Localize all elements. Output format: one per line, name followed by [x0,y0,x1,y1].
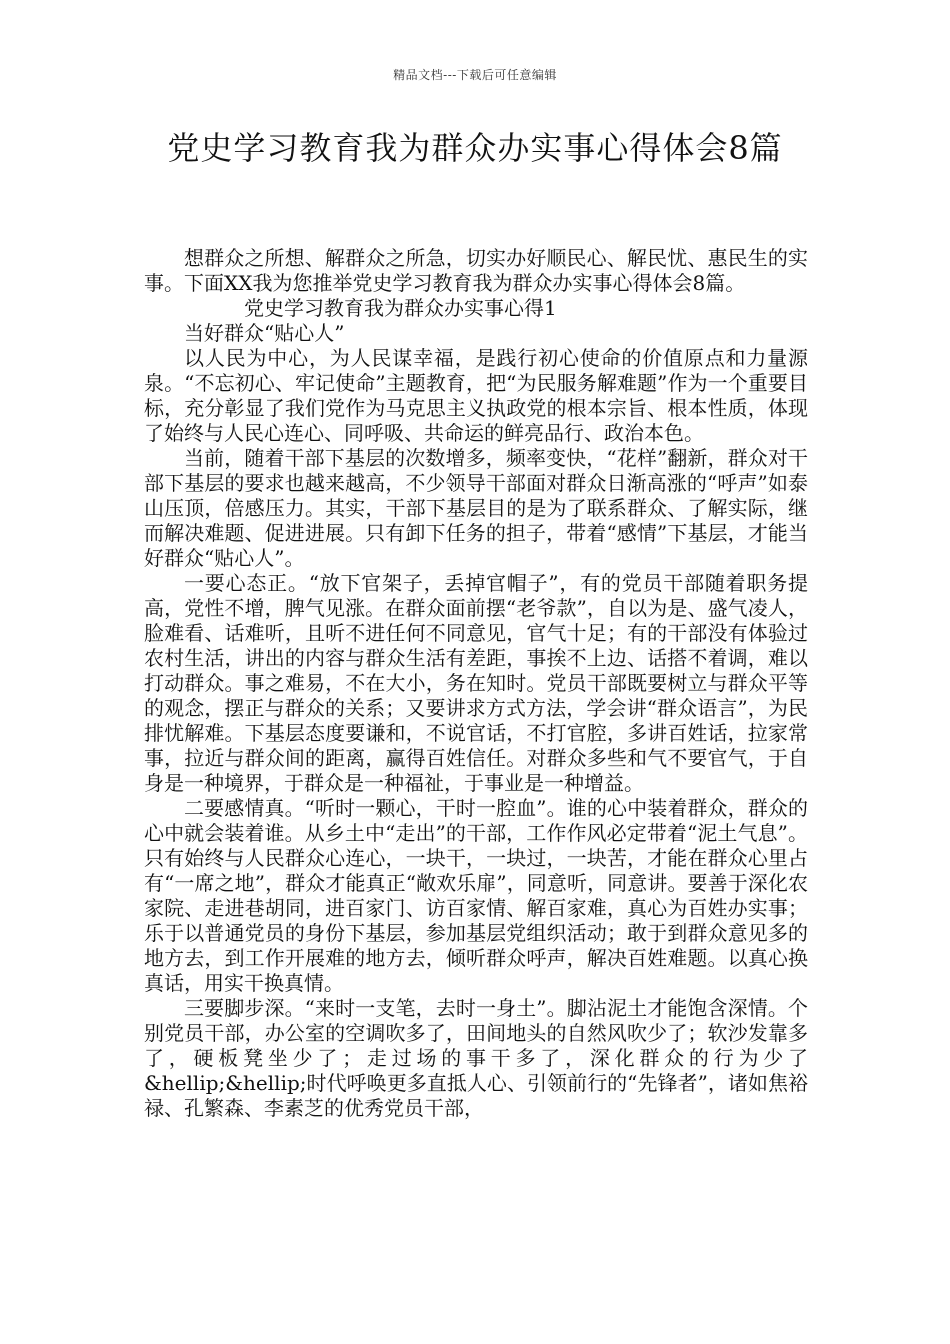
body-paragraph-2: 当前，随着干部下基层的次数增多，频率变快，“花样”翻新，群众对干部下基层的要求也越来越高，不少领导干部面对群众日渐高涨的“呼声”如泰山压顶，倍感压力。其实，干部下基层目的是为了联系群众、了解实际，继而解决难题、促进进展。只有卸下任务的担子，带着“感情”下基层，才能当好群众“贴心人”。 [144,446,808,570]
document-title: 党史学习教育我为群众办实事心得体会8篇 [167,129,783,167]
body-paragraph-1: 以人民为中心，为人民谋幸福，是践行初心使命的价值原点和力量源泉。“不忘初心、牢记使命”主题教育，把“为民服务解难题”作为一个重要目标，充分彰显了我们党作为马克思主义执政党的根本宗旨、根本性质，体现了始终与人民心连心、同呼吸、共命运的鲜亮品行、政治本色。 [144,346,808,445]
body-paragraph-4: 二要感情真。“听时一颗心，干时一腔血”。谁的心中装着群众，群众的心中就会装着谁。从乡土中“走出”的干部，工作作风必定带着“泥土气息”。只有始终与人民群众心连心，一块干，一块过，一块苦，才能在群众心里占有“一席之地”，群众才能真正“敞欢乐扉”，同意听，同意讲。要善于深化农家院、走进巷胡同，进百家门、访百家情、解百家难，真心为百姓办实事；乐于以普通党员的身份下基层，参加基层党组织活动；敢于到群众意见多的地方去，到工作开展难的地方去，倾听群众呼声，解决百姓难题。以真心换真话，用实干换真情。 [144,796,808,995]
header-note: 精品文档---下载后可任意编辑 [393,68,557,82]
document-body [144,246,808,1121]
body-paragraph-5: 三要脚步深。“来时一支笔，去时一身土”。脚沾泥土才能饱含深情。个别党员干部，办公室的空调吹多了，田间地头的自然风吹少了；软沙发靠多了，硬板凳坐少了；走过场的事干多了，深化群众的行为少了&hellip;&hellip;时代呼唤更多直抵人心、引领前行的“先锋者”，诸如焦裕禄、孔繁森、李素芝的优秀党员干部， [144,996,808,1120]
intro-paragraph: 想群众之所想、解群众之所急，切实办好顺民心、解民忧、惠民生的实事。下面XX我为您推举党史学习教育我为群众办实事心得体会8篇。 [144,246,808,295]
body-paragraph-3: 一要心态正。“放下官架子，丢掉官帽子”，有的党员干部随着职务提高，党性不增，脾气见涨。在群众面前摆“老爷款”，自以为是、盛气凌人，脸难看、话难听，且听不进任何不同意见，官气十足；有的干部没有体验过农村生活，讲出的内容与群众生活有差距，事挨不上边、话搭不着调，难以打动群众。事之难易，不在大小，务在知时。党员干部既要树立与群众平等的观念，摆正与群众的关系；又要讲求方式方法，学会讲“群众语言”，为民排忧解难。下基层态度要谦和，不说官话，不打官腔，多讲百姓话，拉家常事，拉近与群众间的距离，赢得百姓信任。对群众多些和气不要官气，于自身是一种境界，于群众是一种福祉，于事业是一种增益。 [144,571,808,795]
section-title: 党史学习教育我为群众办实事心得1 [244,296,557,320]
section-heading: 当好群众“贴心人” [184,321,345,345]
